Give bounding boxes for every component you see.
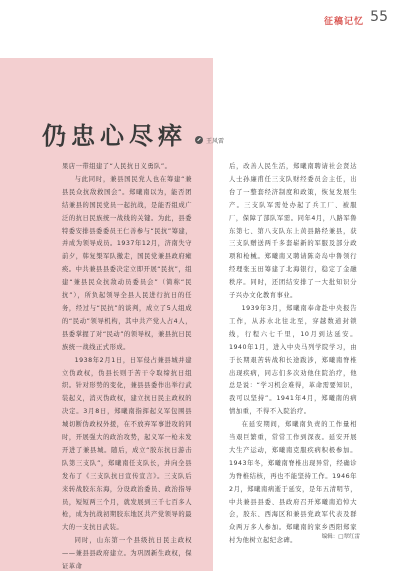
article-title: 仍忠心尽瘁: [42, 121, 187, 150]
page-header: [0, 0, 400, 60]
paragraph: 1938年2月1日，日军侵占兼县城并建立伪政权，伪县长则于苦干令取缔抗日组织。针对形势的变化，兼县县委作出举行武装起义，消灭伪政权，建立抗日民主政权的决定。3月8日，郑曦南指挥起义军包围县城切断伪政权外援，在不放弃军事进攻的同时，开展强大的政治攻势，起义军一枪未发开进了兼县城。随后，成立“胶东抗日游击队第三支队”，郑曦南任支队长，并向全县发布了《三支队抗日宣传宣言》。三支队后来转战胶东东海，分设政治委员、政治指导员，短短两三个月，就发展到三千七百多人枪，成为抗战初期胶东地区共产党领导的最大的一支抗日武装。: [62, 356, 192, 532]
section-label: 征稿记忆: [323, 17, 364, 27]
editor-credit: 编辑：□翠红雷: [321, 534, 360, 540]
paragraph: 后，改善人民生活，郑曦南聘请社会贤达人士孙廉甫任三支队财经委员会主任，出台了一整套经济制度和政策，恢复发展生产。三支队军需处办起了兵工厂、被服厂，保障了部队军需。同年4月，八路军鲁东第七、第八支队东上黄县路经兼县，获三支队赠送两千多套崭新的军服及部分政项和枪械。郑曦南又聘请陈奇岛中鲁领行经理张玉田筹建了北海银行，稳定了金融秩序。同时，还团结安排了一大批知识分子兴办文化教育事业。: [229, 163, 357, 300]
right-text-column: [229, 161, 357, 548]
paragraph: 果店一带组建了“人民抗日义勇队”。: [62, 163, 172, 170]
pen-icon: [195, 136, 203, 144]
paragraph: 1939年3月，郑曦南奉命赴中央报告工作，从苏水北往北至，穿越数道封锁线，行程六七千里，10月到达延安。1940年1月，进入中央马列学院学习，由于长期艰苦转战和长途跋涉，郑曦南脊椎出现疾病，同志们多次劝他住院治疗，他总是说：“学习机会难得，革命需要知识，我可以坚持”。1941年4月，郑曦南的病情加重，不得不入院治疗。: [229, 304, 357, 416]
article-title-block: [42, 116, 224, 151]
page-number: 55: [370, 9, 388, 25]
paragraph: 在延安期间，郑曦南负责的工作量相当艰巨繁重，常常工作到深夜。延安开展大生产运动，郑曦南克服疾病积极参加。1943年冬，郑曦南脊椎出现异常，经确诊为脊椎结核，再也不能坚持工作。1946年2月，郑曦南病逝于延安，是年五清明节，中共兼县县委、县政府召开郑曦南追悼大会，胶东、西海区和兼县党政军代表及群众两万多人参加。郑曦南的家乡西阳郑家村为他树立起纪念碑。: [229, 421, 357, 545]
paragraph: 与此同时，兼县国民党人也在筹建“兼县民众抗敌救国会”。郑曦南以为，能否团结兼县的国民党员一起抗战，是能否组成广泛的抗日民族统一战线的关键。为此，县委特委安排县委委员王仁善参与“民抗”筹建，并成为领导成员。1937年12月，济南失守前夕，韩复榘军队撤走，国民党兼县政府瘫痪。中共兼县县委决定立即开展“民抗”，组建“兼县民众抗敌动员委员会”（简称“民抗”），所负起领导全县人民进行抗日的任务，经过与“民抗”的谈判，成立了5人组成的“民动”领导机构，其中共产党人占4人，县委掌握了对“民动”的领导权，兼县抗日民族统一战线正式形成。: [62, 175, 192, 351]
left-text-column: [62, 161, 192, 574]
author-name: 王风雷: [206, 137, 225, 145]
author-byline: [195, 136, 224, 145]
paragraph: 同时，山东第一个县级抗日民主政权——兼县县政府建立。为巩固新生政权，保证革命: [62, 537, 192, 571]
